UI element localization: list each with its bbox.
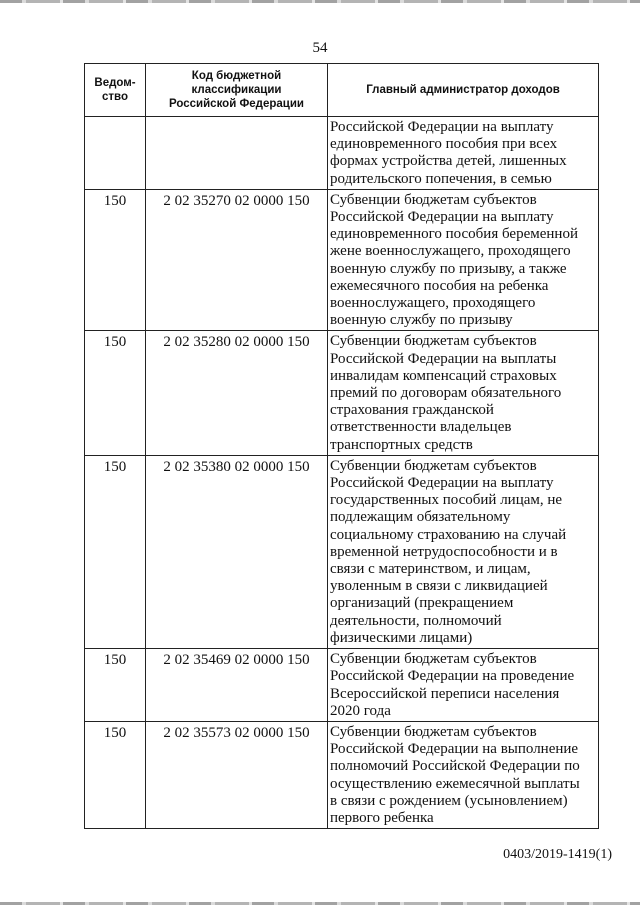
administrator-text-line: Субвенции бюджетам субъектов (330, 333, 537, 350)
administrator-text-line: 2020 года (330, 702, 391, 719)
administrator-text-line: родительского попечения, в семью (330, 170, 552, 187)
department-cell: 150 (85, 721, 146, 828)
administrator-text-line: страхования гражданской (330, 402, 494, 419)
administrator-text-line: ежемесячного пособия на ребенка (330, 277, 549, 294)
document-code: 0403/2019-1419(1) (503, 847, 612, 862)
administrator-text-line: социальному страхованию на случай (330, 526, 567, 543)
administrator-text-line: полномочий Российской Федерации по (330, 758, 580, 775)
administrator-cell (328, 189, 599, 331)
administrator-text-line: физическими лицами) (330, 629, 473, 646)
table-body (85, 117, 599, 829)
department-cell: 150 (85, 455, 146, 648)
department-cell (85, 117, 146, 190)
administrator-text-line: связи с материнством, и лицам, (330, 561, 531, 578)
budget-classification-table (84, 63, 599, 829)
administrator-cell (328, 117, 599, 190)
table-header-row (85, 64, 599, 117)
administrator-text-line: Субвенции бюджетам субъектов (330, 457, 537, 474)
administrator-text-line: единовременного пособия беременной (330, 226, 578, 243)
header-code: Код бюджетной классификации Российской Федерации (146, 64, 328, 117)
table-row (85, 649, 599, 722)
administrator-text-line: Российской Федерации на выполнение (330, 741, 579, 758)
table-row (85, 331, 599, 455)
budget-code-cell: 2 02 35380 02 0000 150 (146, 455, 328, 648)
administrator-text-line: единовременного пособия при всех (330, 136, 558, 153)
administrator-text-line: деятельности, полномочий (330, 612, 502, 629)
administrator-text-line: государственных пособий лицам, не (330, 492, 563, 509)
administrator-text-line: Российской Федерации на выплату (330, 475, 554, 492)
table-row (85, 189, 599, 331)
administrator-text-line: Российской Федерации на выплату (330, 119, 554, 135)
administrator-cell (328, 331, 599, 455)
department-cell: 150 (85, 649, 146, 722)
administrator-text-line: осуществлению ежемесячной выплаты (330, 775, 580, 792)
administrator-text-line: уволенным в связи с ликвидацией (330, 578, 548, 595)
administrator-text-line: первого ребенка (330, 809, 434, 826)
administrator-cell (328, 649, 599, 722)
administrator-text-line: временной нетрудоспособности и в (330, 543, 558, 560)
page-number: 54 (312, 40, 328, 56)
table-row (85, 721, 599, 828)
administrator-text-line: жене военнослужащего, проходящего (330, 243, 571, 260)
administrator-text-line: Российской Федерации на проведение (330, 668, 575, 685)
budget-code-cell: 2 02 35280 02 0000 150 (146, 331, 328, 455)
budget-code-cell: 2 02 35270 02 0000 150 (146, 189, 328, 331)
administrator-text-line: ответственности владельцев (330, 419, 512, 436)
administrator-cell (328, 455, 599, 648)
administrator-cell (328, 721, 599, 828)
administrator-text-line: организаций (прекращением (330, 595, 514, 612)
table-row (85, 117, 599, 190)
table-row (85, 455, 599, 648)
administrator-text-line: формах устройства детей, лишенных (330, 153, 567, 170)
administrator-text-line: подлежащим обязательному (330, 509, 511, 526)
administrator-text-line: Субвенции бюджетам субъектов (330, 651, 537, 668)
administrator-text-line: в связи с рождением (усыновлением) (330, 792, 568, 809)
administrator-text-line: Всероссийской переписи населения (330, 685, 560, 702)
administrator-text-line: Субвенции бюджетам субъектов (330, 191, 537, 208)
budget-code-cell (146, 117, 328, 190)
department-cell: 150 (85, 189, 146, 331)
budget-code-cell: 2 02 35573 02 0000 150 (146, 721, 328, 828)
budget-code-cell: 2 02 35469 02 0000 150 (146, 649, 328, 722)
administrator-text-line: военнослужащего, проходящего (330, 295, 536, 312)
department-cell: 150 (85, 331, 146, 455)
administrator-text-line: военную службу по призыву, а также (330, 260, 567, 277)
header-administrator: Главный администратор доходов (328, 64, 599, 117)
administrator-text-line: Субвенции бюджетам субъектов (330, 723, 537, 740)
administrator-text-line: премий по договорам обязательного (330, 385, 562, 402)
header-department: Ведом- ство (85, 64, 146, 117)
administrator-text-line: транспортных средств (330, 436, 473, 453)
administrator-text-line: Российской Федерации на выплату (330, 209, 554, 226)
scan-edge-top (0, 0, 640, 3)
administrator-text-line: инвалидам компенсаций страховых (330, 367, 557, 384)
administrator-text-line: Российской Федерации на выплаты (330, 350, 557, 367)
administrator-text-line: военную службу по призыву (330, 312, 513, 329)
